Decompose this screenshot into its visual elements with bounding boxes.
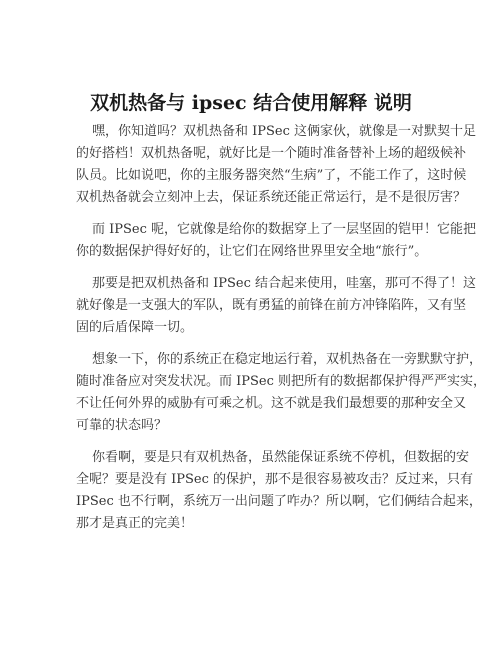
paragraph-line: 而 IPSec 呢，它就像是给你的数据穿上了一层坚固的铠甲！它能把 [92, 222, 477, 237]
paragraph-line: 就好像是一支强大的军队，既有勇猛的前锋在前方冲锋陷阵，又有坚 [76, 298, 467, 313]
paragraph-line: 队员。比如说吧，你的主服务器突然“生病”了，不能工作了，这时候 [76, 168, 467, 183]
paragraph-line: IPSec 也不行啊，系统万一出问题了咋办？所以啊，它们俩结合起来， [76, 494, 482, 509]
paragraph-line: 你的数据保护得好好的，让它们在网络世界里安全地“旅行”。 [76, 244, 428, 259]
paragraph-line: 你看啊，要是只有双机热备，虽然能保证系统不停机，但数据的安 [92, 450, 470, 465]
paragraph-line: 全呢？要是没有 IPSec 的保护，那不是很容易被攻击？反过来，只有 [76, 472, 474, 487]
document-title: 双机热备与 ipsec 结合使用解释 说明 [90, 92, 412, 114]
paragraph-line: 双机热备就会立刻冲上去，保证系统还能正常运行，是不是很厉害？ [76, 190, 467, 205]
paragraph-line: 想象一下，你的系统正在稳定地运行着，双机热备在一旁默默守护， [92, 352, 483, 367]
paragraph-line: 不让任何外界的威胁有可乘之机。这不就是我们最想要的那种安全又 [76, 396, 467, 411]
paragraph-line: 嘿，你知道吗？双机热备和 IPSec 这俩家伙，就像是一对默契十足 [92, 124, 477, 139]
paragraph-line: 那才是真正的完美！ [76, 516, 194, 531]
paragraph-line: 可靠的状态吗？ [76, 418, 168, 433]
paragraph-line: 那要是把双机热备和 IPSec 结合起来使用，哇塞，那可不得了！这 [92, 276, 477, 291]
paragraph-line: 的好搭档！双机热备呢，就好比是一个随时准备替补上场的超级候补 [76, 146, 467, 161]
paragraph-line: 随时准备应对突发状况。而 IPSec 则把所有的数据都保护得严严实实， [76, 374, 487, 389]
paragraph-line: 固的后盾保障一切。 [76, 320, 194, 335]
